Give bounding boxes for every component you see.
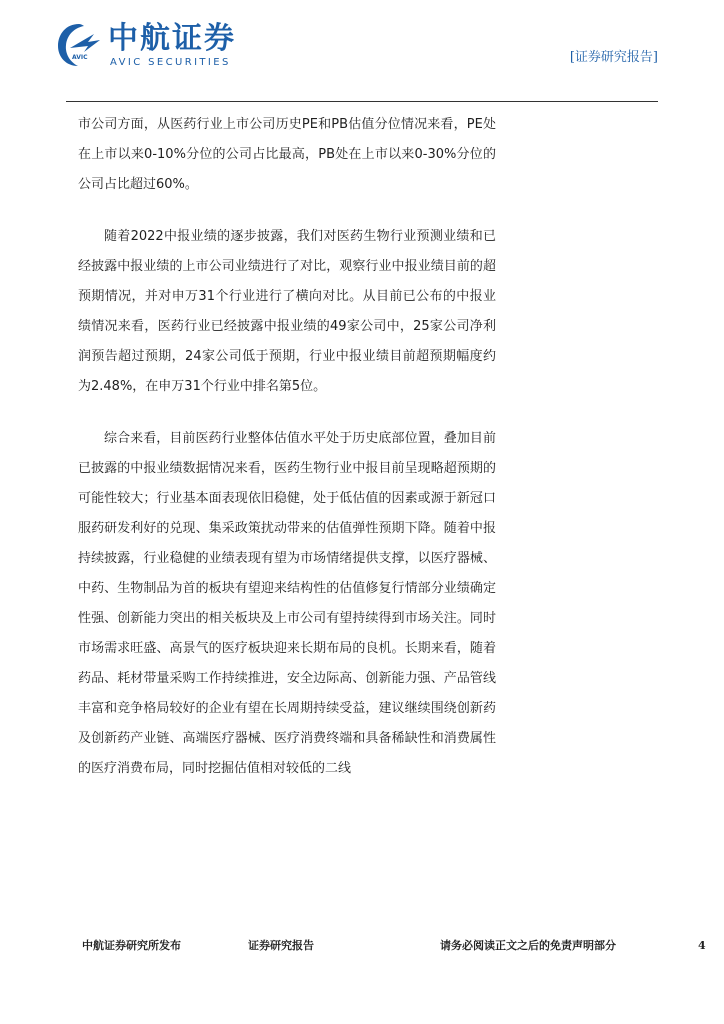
report-type-tag: [证券研究报告] — [569, 50, 658, 65]
logo-chinese-name: 中航证券 — [108, 21, 236, 56]
header-divider — [66, 101, 658, 102]
logo-english-name: AVIC SECURITIES — [110, 57, 231, 68]
avic-logo-icon — [56, 22, 102, 68]
report-body — [78, 110, 496, 806]
page-number: 4 — [698, 939, 706, 952]
page-footer — [0, 930, 724, 970]
footer-disclaimer: 请务必阅读正文之后的免责声明部分 — [440, 939, 616, 952]
paragraph-interim-results: 随着2022中报业绩的逐步披露，我们对医药生物行业预测业绩和已经披露中报业绩的上市公司业绩进行了对比，观察行业中报业绩目前的超预期情况，并对申万31个行业进行了横向对比。从目前已公布的中报业绩情况来看，医药行业已经披露中报业绩的49家公司中，25家公司净利润预告超过预期，24家公司低于预期，行业中报业绩目前超预期幅度约为2.48%，在申万31个行业中排名第5位。 — [78, 229, 496, 394]
page-header — [0, 0, 724, 102]
paragraph-outlook: 综合来看，目前医药行业整体估值水平处于历史底部位置，叠加目前已披露的中报业绩数据情况来看，医药生物行业中报目前呈现略超预期的可能性较大；行业基本面表现依旧稳健，处于低估值的因素或源于新冠口服药研发利好的兑现、集采政策扰动带来的估值弹性预期下降。随着中报持续披露，行业稳健的业绩表现有望为市场情绪提供支撑，以医疗器械、中药、生物制品为首的板块有望迎来结构性的估值修复行情部分业绩确定性强、创新能力突出的相关板块及上市公司有望持续得到市场关注。同时市场需求旺盛、高景气的医疗板块迎来长期布局的良机。长期来看，随着药品、耗材带量采购工作持续推进，安全边际高、创新能力强、产品管线丰富和竞争格局较好的企业有望在长周期持续受益，建议继续围绕创新药及创新药产业链、高端医疗器械、医疗消费终端和具备稀缺性和消费属性的医疗消费布局，同时挖掘估值相对较低的二线 — [78, 431, 496, 776]
footer-publisher: 中航证券研究所发布 — [82, 939, 181, 952]
company-logo — [56, 22, 256, 72]
logo-mark-text: AVIC — [72, 54, 88, 61]
footer-doc-type: 证券研究报告 — [248, 939, 314, 952]
paragraph-valuation-percentile: 市公司方面，从医药行业上市公司历史PE和PB估值分位情况来看，PE处在上市以来0-10%分位的公司占比最高，PB处在上市以来0-30%分位的公司占比超过60%。 — [78, 117, 496, 192]
